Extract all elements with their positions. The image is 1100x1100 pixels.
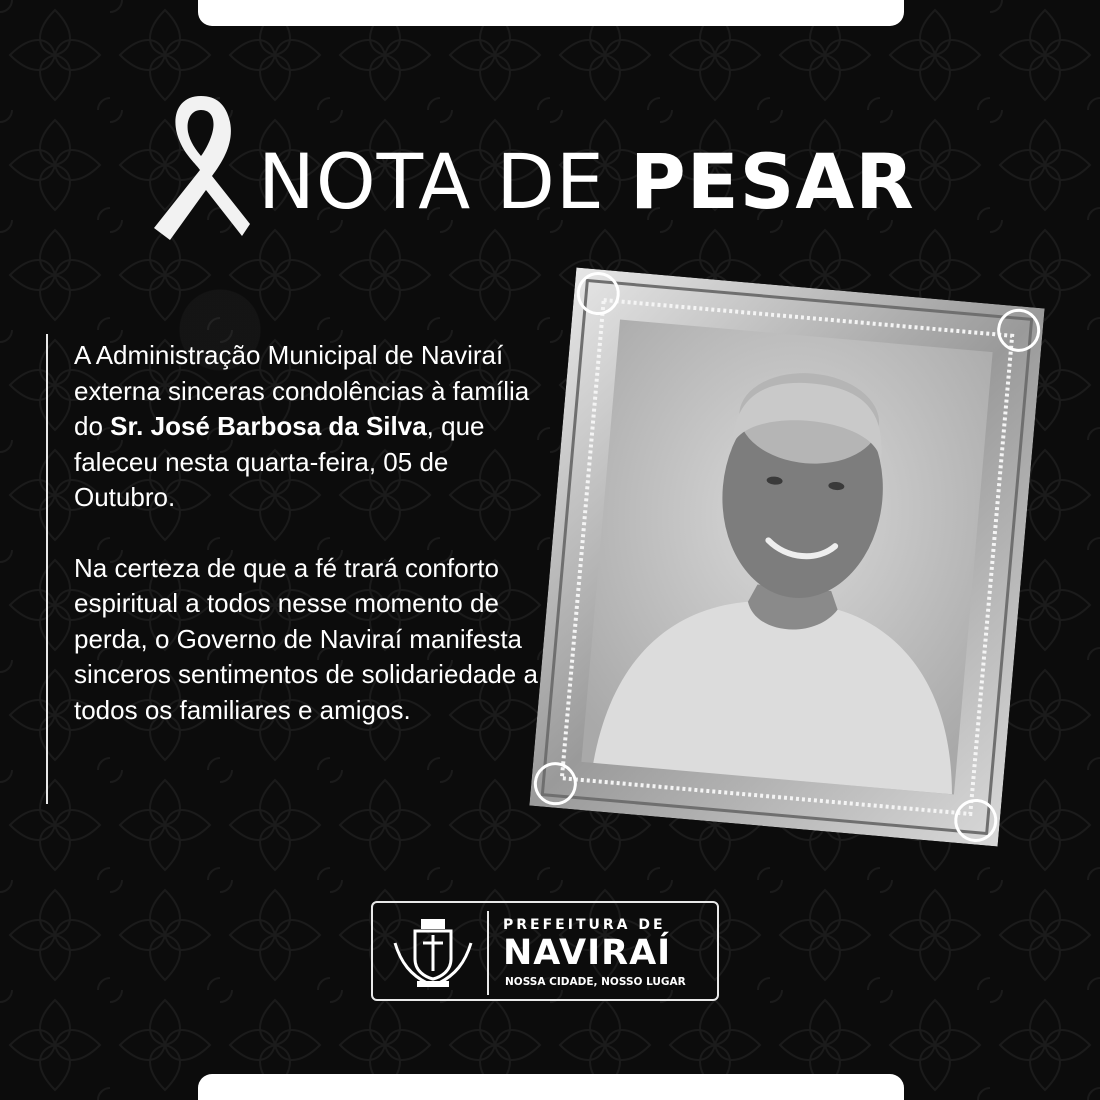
title-light: NOTA DE — [258, 137, 631, 226]
prefeitura-logo — [371, 901, 719, 1001]
mourning-ribbon-icon — [146, 90, 256, 255]
p1-end: , que faleceu nesta quarta-feira, 05 de Outubro. — [74, 411, 485, 512]
title-bold: PESAR — [630, 137, 915, 226]
bottom-white-bar — [198, 1074, 904, 1100]
logo-line-2: NAVIRAÍ — [503, 933, 672, 973]
framed-portrait-photo — [529, 268, 1044, 847]
logo-divider — [487, 911, 489, 995]
condolence-text — [74, 338, 544, 728]
paragraph-1 — [74, 338, 544, 516]
deceased-name: Sr. José Barbosa da Silva — [110, 411, 427, 441]
paragraph-2: Na certeza de que a fé trará conforto espiritual a todos nesse momento de perda, o Governo de Naviraí manifesta sinceros sentimentos de solidariedade a todos os familiares e amigos. — [74, 552, 538, 725]
logo-slogan: NOSSA CIDADE, NOSSO LUGAR — [505, 976, 686, 988]
p1-intro: A Administração Municipal de Naviraí externa sinceras condolências à família do — [74, 340, 530, 441]
logo-line-1: PREFEITURA DE — [503, 917, 666, 933]
page-title — [258, 132, 915, 232]
portrait-frame — [529, 268, 1044, 847]
city-crest-icon — [387, 913, 479, 991]
text-accent-line — [46, 334, 48, 804]
top-white-bar — [198, 0, 904, 26]
